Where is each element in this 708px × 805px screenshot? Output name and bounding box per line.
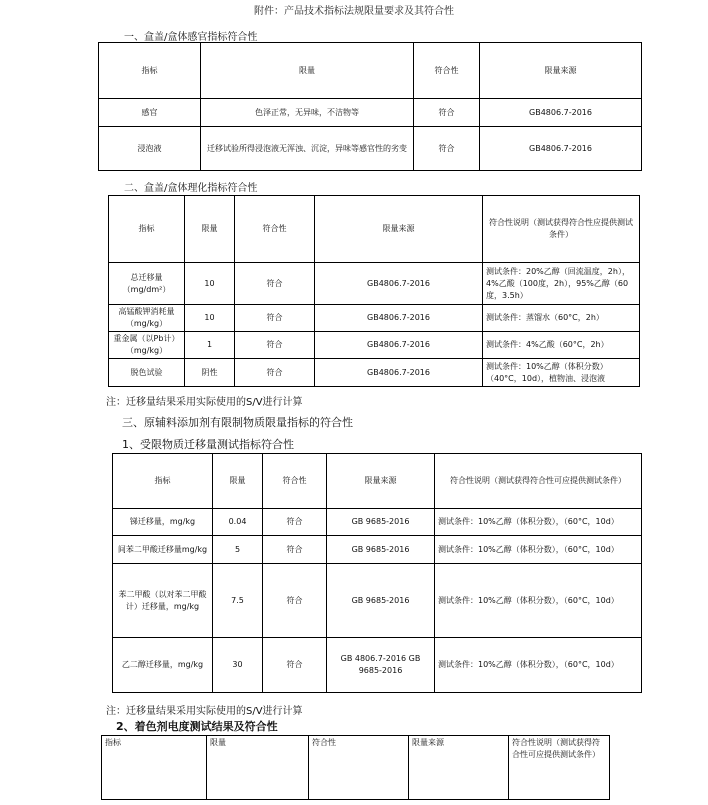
document-title: 附件：产品技术指标法规限量要求及其符合性: [254, 6, 454, 17]
table-cell: GB4806.7-2016: [315, 359, 483, 387]
header-source: 限量来源: [315, 196, 483, 263]
table-cell: 色泽正常，无异味，不洁物等: [201, 99, 414, 127]
table-cell: 符合: [235, 263, 315, 305]
table-cell: 10: [185, 305, 235, 332]
section2-note: 注：迁移量结果采用实际使用的S/V进行计算: [106, 397, 303, 408]
section1-heading: 一、盒盖/盒体感官指标符合性: [124, 32, 258, 43]
header-indicator: 指标: [102, 736, 207, 800]
header-limit: 限量: [213, 454, 263, 509]
table-cell: GB4806.7-2016: [480, 99, 642, 127]
table-cell: GB4806.7-2016: [480, 127, 642, 171]
table-cell: 阴性: [185, 359, 235, 387]
table-cell: 脱色试验: [109, 359, 185, 387]
table-cell: 测试条件：4%乙酸（60°C，2h）: [483, 332, 640, 359]
table-cell: 符合: [263, 536, 327, 564]
table-physicochemical: [108, 195, 640, 387]
section3-subheading: 1、受限物质迁移量测试指标符合性: [122, 438, 294, 451]
table-cell: 符合: [263, 509, 327, 536]
table-cell: 测试条件：10%乙醇（体积分数），（60°C，10d）: [435, 536, 642, 564]
table-cell: GB 9685-2016: [327, 536, 435, 564]
table-cell: 浸泡液: [99, 127, 201, 171]
table-cell: GB4806.7-2016: [315, 305, 483, 332]
header-compliance: 符合性: [309, 736, 409, 800]
table-cell: 锑迁移量，mg/kg: [113, 509, 213, 536]
table-cell: 符合: [263, 564, 327, 638]
header-source: 限量来源: [480, 43, 642, 99]
table-cell: 测试条件：10%乙醇（体积分数），（60°C，10d）: [435, 509, 642, 536]
header-limit: 限量: [185, 196, 235, 263]
header-compliance-note: 符合性说明（测试获得符合性应提供测试条件）: [483, 196, 640, 263]
table-cell: GB 9685-2016: [327, 509, 435, 536]
header-indicator: 指标: [113, 454, 213, 509]
table-cell: 高锰酸钾消耗量（mg/kg）: [109, 305, 185, 332]
table-cell: 测试条件：10%乙醇（体积分数），（60°C，10d）: [435, 564, 642, 638]
table-cell: 1: [185, 332, 235, 359]
header-compliance-note: 符合性说明（测试获得符合性可应提供测试条件）: [435, 454, 642, 509]
table-cell: 符合: [263, 638, 327, 693]
table-cell: 5: [213, 536, 263, 564]
table-colorant: [101, 735, 610, 800]
section3-heading: 三、原辅料添加剂有限制物质限量指标的符合性: [122, 416, 353, 429]
table-cell: GB4806.7-2016: [315, 332, 483, 359]
header-compliance-note: 符合性说明（测试获得符合性可应提供测试条件）: [509, 736, 610, 800]
table-cell: 7.5: [213, 564, 263, 638]
table-cell: 感官: [99, 99, 201, 127]
header-source: 限量来源: [327, 454, 435, 509]
table-cell: GB4806.7-2016: [315, 263, 483, 305]
table-cell: 符合: [235, 305, 315, 332]
table-cell: 0.04: [213, 509, 263, 536]
table-cell: 苯二甲酸（以对苯二甲酸计）迁移量，mg/kg: [113, 564, 213, 638]
section3-note: 注：迁移量结果采用实际使用的S/V进行计算: [106, 706, 303, 717]
table-cell: 符合: [414, 127, 480, 171]
table-migration: [112, 453, 642, 693]
table-cell: 10: [185, 263, 235, 305]
header-limit: 限量: [201, 43, 414, 99]
table-sensory: [98, 42, 642, 171]
table-cell: 测试条件：蒸馏水（60°C，2h）: [483, 305, 640, 332]
section3-subheading2: 2、着色剂电度测试结果及符合性: [116, 720, 278, 733]
table-cell: 30: [213, 638, 263, 693]
table-cell: 间苯二甲酸迁移量mg/kg: [113, 536, 213, 564]
header-compliance: 符合性: [263, 454, 327, 509]
table-cell: GB 4806.7-2016 GB 9685-2016: [327, 638, 435, 693]
table-cell: 符合: [235, 359, 315, 387]
section2-heading: 二、盒盖/盒体理化指标符合性: [124, 183, 258, 194]
header-compliance: 符合性: [235, 196, 315, 263]
table-cell: 测试条件：10%乙醇（体积分数）（40°C，10d），植物油、浸泡液: [483, 359, 640, 387]
header-source: 限量来源: [409, 736, 509, 800]
table-cell: GB 9685-2016: [327, 564, 435, 638]
header-indicator: 指标: [109, 196, 185, 263]
table-cell: 测试条件：20%乙醇（回流温度，2h），4%乙酸（100度，2h），95%乙醇（60度，3.5h）: [483, 263, 640, 305]
header-limit: 限量: [207, 736, 309, 800]
table-cell: 符合: [235, 332, 315, 359]
table-cell: 重金属（以Pb计）（mg/kg）: [109, 332, 185, 359]
table-cell: 乙二醇迁移量，mg/kg: [113, 638, 213, 693]
table-cell: 总迁移量（mg/dm²）: [109, 263, 185, 305]
header-compliance: 符合性: [414, 43, 480, 99]
table-cell: 迁移试验所得浸泡液无浑浊、沉淀，异味等感官性的劣变: [201, 127, 414, 171]
table-cell: 测试条件：10%乙醇（体积分数），（60°C，10d）: [435, 638, 642, 693]
header-indicator: 指标: [99, 43, 201, 99]
table-cell: 符合: [414, 99, 480, 127]
